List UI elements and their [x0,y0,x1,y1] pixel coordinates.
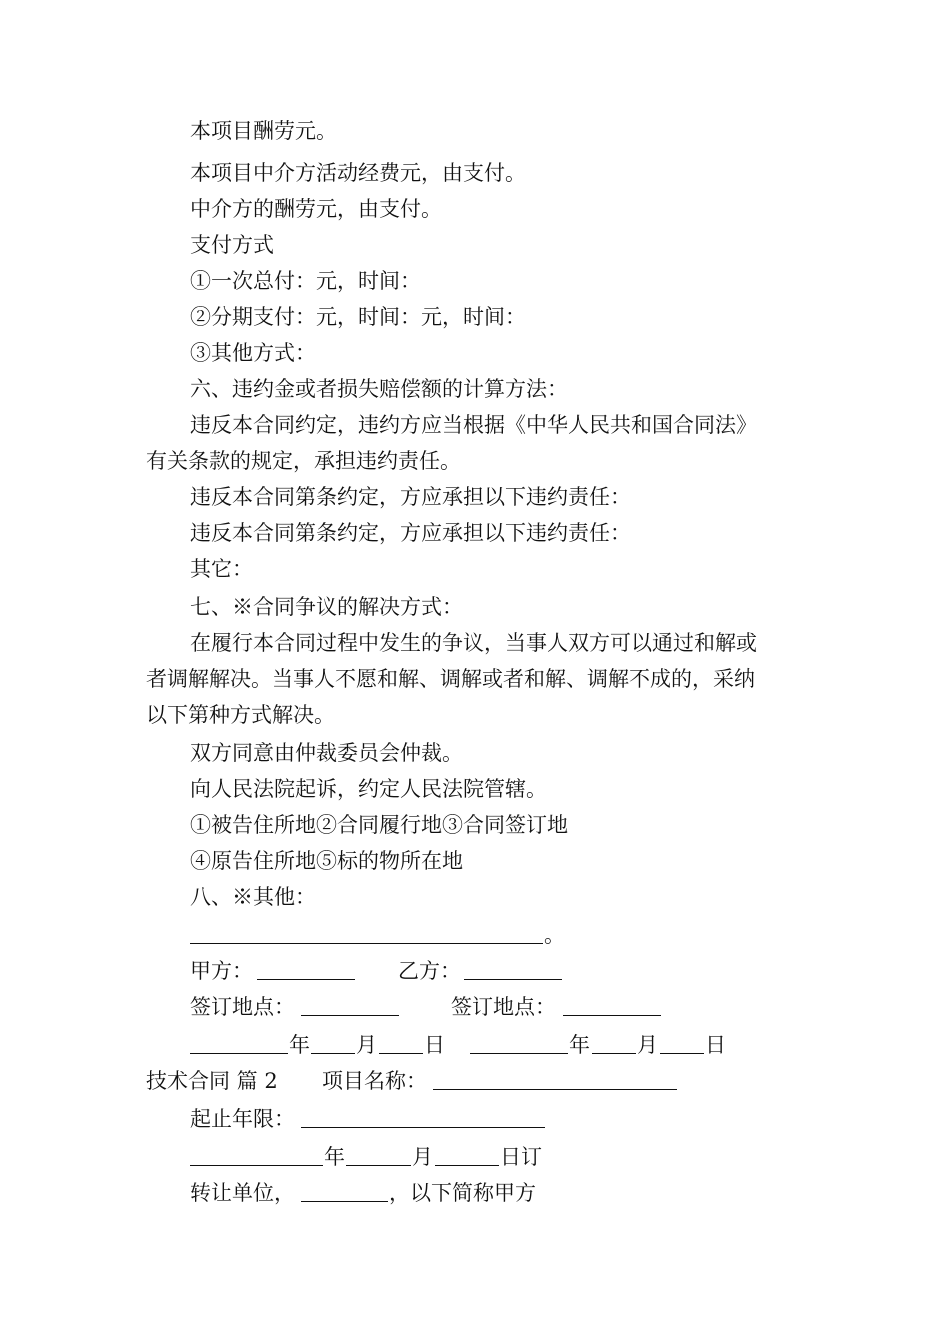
text-line: ①一次总付：元，时间： [190,269,421,293]
day-signed-label: 日订 [500,1145,542,1169]
year-label: 年 [569,1033,590,1057]
text-line: 违反本合同第条约定，方应承担以下违约责任： [190,485,631,509]
place-b-blank [563,989,661,1025]
year-label: 年 [324,1145,345,1169]
text-line: 支付方式 [190,233,274,257]
section2-heading-row [0,1063,950,1099]
year-blank [190,1139,323,1175]
day-label: 日 [705,1033,726,1057]
party-a-label: 甲方： [190,959,253,983]
month-label: 月 [637,1033,658,1057]
term-row [0,1101,950,1137]
year-blank [190,1027,288,1063]
text-line: ④原告住所地⑤标的物所在地 [190,849,463,873]
text-line: 中介方的酬劳元，由支付。 [190,197,442,221]
day-label: 日 [424,1033,445,1057]
other-blank-line [0,917,950,953]
party-b-label: 乙方： [398,959,461,983]
text-line: 有关条款的规定，承担违约责任。 [146,449,461,473]
place-a-label: 签订地点： [190,995,295,1019]
term-blank [301,1101,545,1137]
month-blank [311,1027,355,1063]
text-line: 以下第种方式解决。 [146,703,335,727]
text-line: 本项目中介方活动经费元，由支付。 [190,161,526,185]
text-line: ①被告住所地②合同履行地③合同签订地 [190,813,568,837]
day-blank [379,1027,423,1063]
signing-date-row [0,1027,950,1063]
text-line: 违反本合同第条约定，方应承担以下违约责任： [190,521,631,545]
month-blank [346,1139,411,1175]
transferor-label: 转让单位， [190,1181,295,1205]
day-blank [660,1027,704,1063]
text-line: 在履行本合同过程中发生的争议，当事人双方可以通过和解或 [190,631,757,655]
section-heading: 六、违约金或者损失赔偿额的计算方法： [190,377,568,401]
text-line: ③其他方式： [190,341,316,365]
sign-date-row-2 [0,1139,950,1175]
text-line: 双方同意由仲裁委员会仲裁。 [190,741,463,765]
section-heading: 八、※其他： [190,885,316,909]
text-line: 其它： [190,557,253,581]
transferor-row [0,1175,950,1211]
blank-field [190,917,543,953]
project-name-blank [433,1063,677,1099]
section-heading: 七、※合同争议的解决方式： [190,595,463,619]
year-label: 年 [289,1033,310,1057]
year-blank [470,1027,568,1063]
text-line: 违反本合同约定，违约方应当根据《中华人民共和国合同法》 [190,413,757,437]
term-label: 起止年限： [190,1107,295,1131]
transferor-suffix: ，以下简称甲方 [389,1181,536,1205]
day-blank [435,1139,499,1175]
text-line: 者调解解决。当事人不愿和解、调解或者和解、调解不成的，采纳 [146,667,755,691]
party-b-blank [464,953,562,989]
month-label: 月 [412,1145,433,1169]
place-a-blank [301,989,399,1025]
text-line: 向人民法院起诉，约定人民法院管辖。 [190,777,547,801]
month-blank [592,1027,636,1063]
section2-title: 技术合同 篇 2 [146,1069,278,1093]
place-b-label: 签订地点： [451,995,556,1019]
month-label: 月 [356,1033,377,1057]
signing-place-row [0,989,950,1025]
text-line: 本项目酬劳元。 [190,119,337,143]
transferor-blank [301,1175,388,1211]
period-mark: 。 [544,923,565,947]
party-a-blank [257,953,355,989]
signature-parties-row [0,953,950,989]
project-name-label: 项目名称： [322,1069,427,1093]
text-line: ②分期支付：元，时间：元，时间： [190,305,526,329]
